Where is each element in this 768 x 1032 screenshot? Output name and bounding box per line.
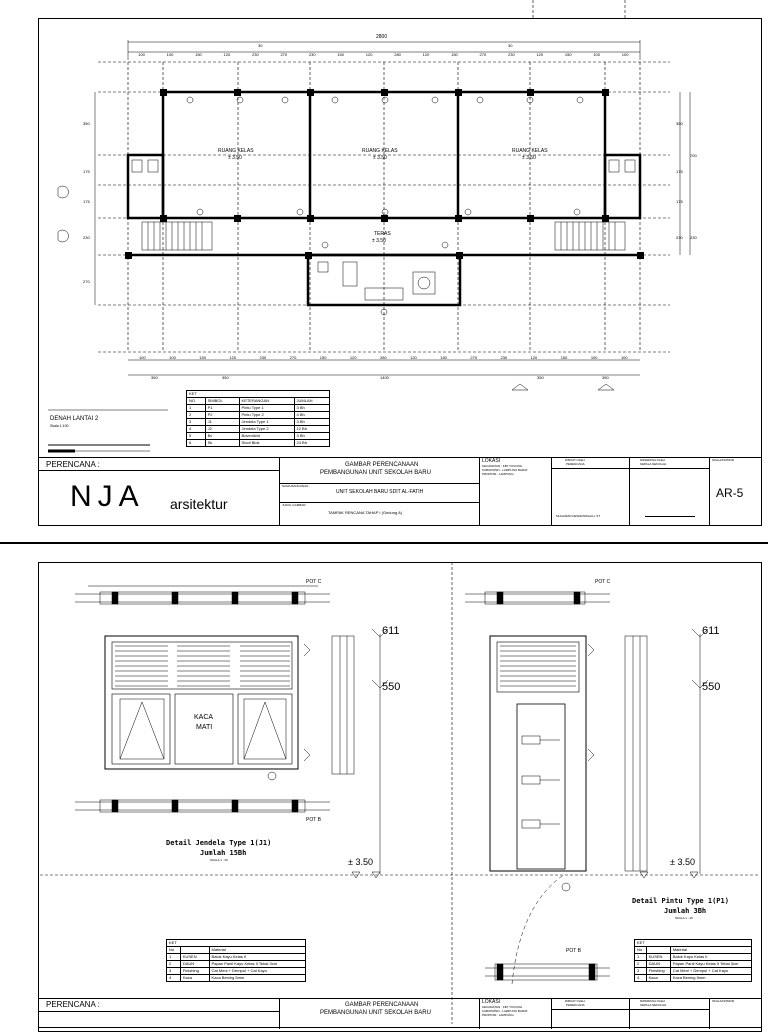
left-dimension-value: 175	[83, 169, 90, 174]
location-label-2: LOKASI	[482, 999, 501, 1005]
bottom-dimension-value: 120	[410, 355, 417, 360]
material-header-cell	[646, 947, 670, 954]
legend-row	[187, 405, 330, 412]
signature-line	[645, 516, 695, 517]
right-dimension-value: 175	[676, 199, 683, 204]
material-header-row	[167, 947, 306, 954]
top-dimension-value: 150	[451, 52, 458, 57]
top-small-dimension-2: 30	[508, 43, 513, 48]
bottom-dimension-value-2: 1400	[380, 375, 389, 380]
material-cell: DAUN	[646, 961, 670, 968]
legend-row	[187, 412, 330, 419]
material-cell: 1	[635, 954, 647, 961]
material-header-cell: Material	[209, 947, 305, 954]
bottom-dimension-value: 150	[199, 355, 206, 360]
legend-row	[187, 426, 330, 433]
plan-scale: Skala 1:100	[50, 424, 69, 428]
approval-2-header-1: DIBUAT OLEH	[565, 999, 585, 1003]
legend-cell: 6	[187, 440, 206, 447]
material-row	[635, 975, 752, 982]
legend-cell: Bv	[205, 433, 239, 440]
door-detail-count: Jumlah 3Bh	[664, 907, 707, 915]
bottom-dimension-value: 120	[530, 355, 538, 360]
top-dimension-value: 120	[365, 52, 373, 57]
legend-title: KET	[187, 391, 330, 398]
room-label-2: RUANG KELAS	[362, 148, 398, 154]
location-line-3: PROPINSI : LAMPUNG	[482, 472, 514, 476]
top-dimension-value: 150	[195, 52, 202, 57]
legend-header-cell: SIMBOL	[205, 398, 239, 405]
legend-cell: Pintu Type 1	[239, 405, 294, 412]
window-glass-label-1: KACA	[194, 714, 214, 721]
approval-header-1: DIBUAT OLEH	[565, 458, 585, 462]
door-level-350: ± 3.50	[670, 857, 695, 867]
sheet-2	[0, 544, 768, 1024]
material-cell: 2	[167, 961, 181, 968]
door-level-611: 611	[702, 625, 720, 637]
window-detail-title: Detail Jendela Type 1(J1)	[166, 839, 272, 847]
window-level-550: 550	[382, 681, 401, 693]
top-dimension-value: 150	[337, 52, 345, 57]
drawing-label: JUDUL GAMBAR :	[282, 503, 308, 507]
legend-cell: 1	[187, 405, 206, 412]
bottom-dimension-value: 100	[169, 355, 176, 360]
bottom-dimension-value-2: 350	[222, 375, 229, 380]
bottom-dimension-value: 100	[139, 355, 146, 360]
material-header-cell	[180, 947, 209, 954]
right-dimension-value: 350	[676, 121, 683, 126]
bottom-dimension-value: 150	[560, 355, 568, 360]
sheet-number: AR-5	[716, 486, 744, 500]
legend-cell: 4	[187, 426, 206, 433]
top-small-dimension: 30	[258, 43, 263, 48]
bottom-dimension-value: 230	[500, 355, 508, 360]
material-cell: 2	[635, 961, 647, 968]
bottom-dimension-value-2: 350	[537, 375, 544, 380]
terrace-level: ± 3.50	[372, 238, 386, 244]
approval-2-sub-2: KEPALA SEKOLAH	[640, 1003, 667, 1007]
pot-b-label-window: POT B	[306, 817, 321, 823]
planner-label: PERENCANA :	[46, 460, 100, 469]
window-level-350: ± 3.50	[348, 857, 373, 867]
window-detail-count: Jumlah 15Bh	[200, 849, 247, 857]
material-cell: 3	[635, 968, 647, 975]
material-cell: KUSEN	[646, 954, 670, 961]
right-dimension-value: 175	[676, 169, 683, 174]
top-dimension-value: 270	[280, 52, 288, 57]
bottom-dimension-value: 280	[380, 355, 387, 360]
bottom-dimension-value: 270	[289, 355, 297, 360]
bottom-dimension-value: 150	[319, 355, 327, 360]
material-cell: DAUN	[180, 961, 209, 968]
material-row	[167, 954, 306, 961]
location-2-line-2: KABUPATEN : LAMPUNG BARAT	[482, 1009, 528, 1013]
legend-header-cell: NO	[187, 398, 206, 405]
material-cell: KUSEN	[180, 954, 209, 961]
legend-cell: 2	[187, 412, 206, 419]
legend-cell: Jendela Type 1	[239, 419, 294, 426]
top-dimension-value: 100	[138, 52, 145, 57]
window-detail-scale: SKALA 1 : 20	[210, 858, 228, 862]
legend-body	[187, 405, 330, 447]
overall-dimension: 2800	[376, 34, 388, 40]
top-dimension-value: 120	[223, 52, 231, 57]
legend-cell: 3	[187, 419, 206, 426]
door-detail-scale: SKALA 1 : 20	[675, 916, 693, 920]
material-cell: Papan Panil Kayu Kelas II Tebal 3cm	[209, 961, 305, 968]
bottom-dimension-value: 270	[470, 355, 478, 360]
legend-cell: 3 Bh	[294, 433, 330, 440]
approval-2-header-2: DIPERIKSA OLEH	[640, 999, 665, 1003]
top-dimension-value: 100	[166, 52, 174, 57]
top-dimension-value: 280	[394, 52, 401, 57]
pot-c-label-door: POT C	[595, 579, 611, 585]
signature-caption: MUHAMAD DESMANWALIH, ST	[556, 514, 601, 518]
window-material-table	[166, 939, 306, 982]
approval-header-2: DIPERIKSA OLEH	[640, 458, 665, 462]
top-dimension-value: 270	[479, 52, 487, 57]
material-cell: Kaca	[180, 975, 209, 982]
material-table-title: KET	[167, 940, 306, 947]
legend-cell: 24 Bh	[294, 440, 330, 447]
drawing-title-line-1: GAMBAR PERENCANAAN	[345, 462, 419, 468]
legend-cell: J1	[205, 419, 239, 426]
top-dimension-value: 120	[422, 52, 430, 57]
right-dimension-value: 230	[690, 235, 697, 240]
right-dimension-value: 230	[676, 235, 683, 240]
pot-c-label-window: POT C	[306, 579, 322, 585]
location-label: LOKASI	[482, 458, 501, 464]
legend-cell: Pintu Type 2	[239, 412, 294, 419]
legend-cell: 3 Bh	[294, 405, 330, 412]
material-row	[635, 954, 752, 961]
legend-cell: Bovenlicht	[239, 433, 294, 440]
location-line-2: KABUPATEN : LAMPUNG BARAT	[482, 468, 528, 472]
room-label-1: RUANG KELAS	[218, 148, 254, 154]
bottom-dimension-value-2: 350	[151, 375, 158, 380]
window-glass-label-2: MATI	[196, 724, 213, 731]
project-name: UNIT SEKOLAH BARU SDIT AL-FATIH	[336, 489, 424, 495]
material-row	[167, 968, 306, 975]
material-row	[167, 975, 306, 982]
legend-cell: 12 Bh	[294, 426, 330, 433]
legend-cell: 5	[187, 433, 206, 440]
legend-row	[187, 433, 330, 440]
room-level-1: ± 3.50	[228, 155, 242, 161]
top-dimension-value: 100	[593, 52, 601, 57]
location-line-1: KECAMATAN : KIPI TOVONG	[482, 464, 523, 468]
left-dimension-value: 270	[83, 279, 90, 284]
bottom-dimension-value: 120	[349, 355, 357, 360]
project-label: NAMA BANGUNAN :	[282, 484, 311, 488]
material-cell: 4	[635, 975, 647, 982]
door-level-550: 550	[702, 681, 721, 693]
material-table-title: KET	[635, 940, 752, 947]
left-dimension-value: 350	[83, 121, 90, 126]
legend-row	[187, 419, 330, 426]
door-material-table	[634, 939, 752, 982]
legend-header-row	[187, 398, 330, 405]
pot-b-label-door: POT B	[566, 948, 581, 954]
material-cell: 1	[167, 954, 181, 961]
bottom-dimension-value: 120	[229, 355, 237, 360]
bottom-dimension-value: 230	[259, 355, 267, 360]
legend-cell: J2	[205, 426, 239, 433]
material-cell: Papan Panil Kayu Kelas II Tebal 3cm	[670, 961, 751, 968]
location-2-line-3: PROPINSI : LAMPUNG	[482, 1013, 514, 1017]
material-row	[635, 961, 752, 968]
room-level-3: ± 3.50	[522, 155, 536, 161]
drawing-name: TAMPAK RENCANA TAHAP I (Gedung A)	[328, 510, 403, 515]
top-dimension-value: 100	[621, 52, 629, 57]
drawing-title-2-line-2: PEMBANGUNAN UNIT SEKOLAH BARU	[320, 1010, 431, 1016]
legend-cell: Sk	[205, 440, 239, 447]
logo-main: NJA	[70, 480, 145, 513]
logo-sub: arsitektur	[170, 496, 228, 512]
material-cell: Finishing	[646, 968, 670, 975]
bottom-dimension-value-2: 350	[602, 375, 609, 380]
legend-cell: P2	[205, 412, 239, 419]
approval-sub-1: PERENCANA	[566, 462, 585, 466]
approval-2-sub-1: PERENCANA	[566, 1003, 585, 1007]
legend-row	[187, 440, 330, 447]
door-detail-title: Detail Pintu Type 1(P1)	[632, 897, 729, 905]
legend-cell: 4 Bh	[294, 412, 330, 419]
bottom-dimension-value: 100	[590, 355, 598, 360]
left-dimension-value: 175	[83, 199, 90, 204]
material-row	[635, 968, 752, 975]
legend-cell: Jendela Type 2	[239, 426, 294, 433]
material-header-cell: No	[635, 947, 647, 954]
material-cell: Finishing	[180, 968, 209, 975]
drawing-title-line-2: PEMBANGUNAN UNIT SEKOLAH BARU	[320, 470, 431, 476]
material-header-row	[635, 947, 752, 954]
planner-label-2: PERENCANA :	[46, 1000, 100, 1009]
approval-header-3: SKALA/NOMOR	[712, 458, 735, 462]
legend-cell: P1	[205, 405, 239, 412]
legend-cell: 3 Bh	[294, 419, 330, 426]
material-cell: Kaca	[646, 975, 670, 982]
approval-sub-2: KEPALA SEKOLAH	[640, 462, 667, 466]
material-cell: 3	[167, 968, 181, 975]
material-cell: Kaca Bening 5mm	[670, 975, 751, 982]
top-dimension-value: 150	[564, 52, 572, 57]
room-label-3: RUANG KELAS	[512, 148, 548, 154]
bottom-dimension-value: 100	[620, 355, 628, 360]
approval-2-header-3: SKALA/NOMOR	[712, 999, 735, 1003]
top-dimension-value: 230	[308, 52, 316, 57]
top-dimension-value: 230	[252, 52, 259, 57]
top-dimension-value: 230	[508, 52, 515, 57]
legend-header-cell: KETERANGAN	[239, 398, 294, 405]
drawing-title-2-line-1: GAMBAR PERENCANAAN	[345, 1002, 419, 1008]
location-2-line-1: KECAMATAN : KIPI TOVONG	[482, 1005, 523, 1009]
legend-cell: Sloof Blok	[239, 440, 294, 447]
right-dimension-value: 700	[690, 153, 697, 158]
material-cell: Kaca Bening 5mm	[209, 975, 305, 982]
material-cell: Balok Kayu Kelas II	[209, 954, 305, 961]
material-row	[167, 961, 306, 968]
material-cell: Balok Kayu Kelas II	[670, 954, 751, 961]
top-dimension-value: 120	[536, 52, 544, 57]
material-header-cell: No	[167, 947, 181, 954]
room-level-2: ± 3.50	[373, 155, 387, 161]
legend-header-cell: JUMLAH	[294, 398, 330, 405]
material-cell: Cat Meni + Dempul + Cat Kayu	[670, 968, 751, 975]
plan-title: DENAH LANTAI 2	[50, 416, 99, 422]
material-cell: 4	[167, 975, 181, 982]
window-level-611: 611	[382, 625, 400, 637]
terrace-label: TERAS	[374, 231, 391, 237]
material-header-cell: Material	[670, 947, 751, 954]
legend-table	[186, 390, 330, 447]
left-dimension-value: 230	[83, 235, 90, 240]
material-cell: Cat Meni + Dempul + Cat Kayu	[209, 968, 305, 975]
bottom-dimension-value: 150	[440, 355, 447, 360]
